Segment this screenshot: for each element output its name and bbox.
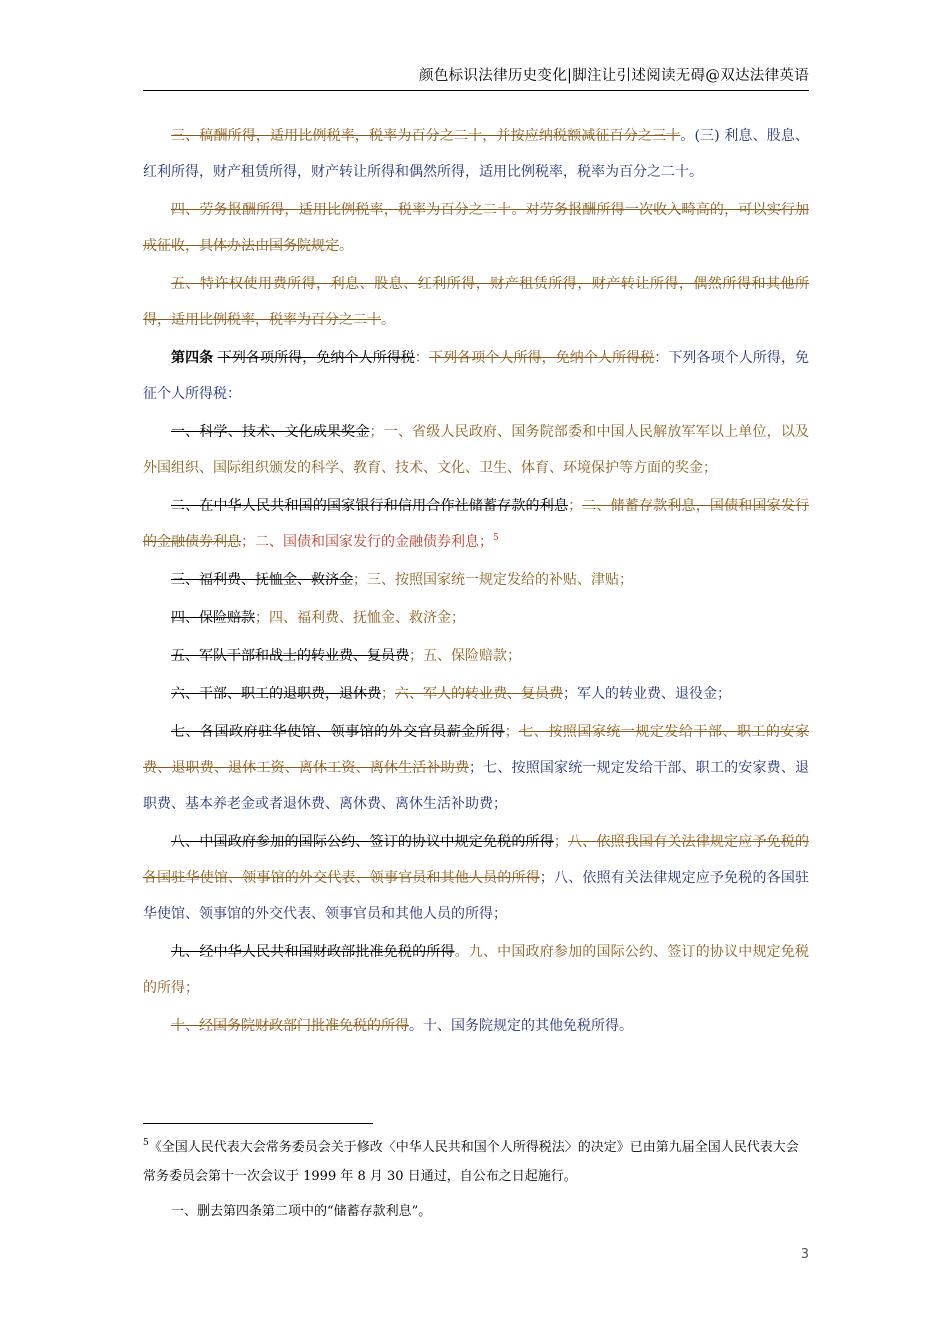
page-number: 3: [800, 1247, 809, 1262]
paragraph-item-4: 四、劳务报酬所得，适用比例税率，税率为百分之二十。对劳务报酬所得一次收入畸高的，可以实行加成征收，具体办法由国务院规定。: [143, 202, 809, 254]
exemption-item-7: 七、各国政府驻华使馆、领事馆的外交官员薪金所得；七、按照国家统一规定发给干部、职工的安家费、退职费、退休工资、离休工资、离休生活补助费；七、按照国家统一规定发给干部、职工的安家费、退职费、基本养老金或者退休费、离休费、离休生活补助费；: [143, 724, 810, 812]
header-divider: [143, 90, 809, 91]
footnote-item: 一、删去第四条第二项中的“储蓄存款利息”。: [171, 1204, 432, 1219]
footnote-text: $^5$《全国人民代表大会常务委员会关于修改〈中华人民共和国个人所得税法〉的决定》已由第九届全国人民代表大会常务委员会第十一次会议于 1999 年 8 月 30 日通过，自公布之日起施行。: [143, 1138, 799, 1184]
article-4-heading: 第四条 下列各项所得，免纳个人所得税：下列各项个人所得，免纳个人所得税：下列各项个人所得，免征个人所得税：: [143, 350, 810, 402]
exemption-item-4: 四、保险赔款；四、福利费、抚恤金、救济金；: [171, 610, 465, 626]
document-body: [143, 118, 809, 1046]
footnote-ref[interactable]: 5: [493, 533, 499, 543]
exemption-item-3: 三、福利费、抚恤金、救济金；三、按照国家统一规定发给的补贴、津贴；: [171, 572, 633, 588]
exemption-item-8: 八、中国政府参加的国际公约、签订的协议中规定免税的所得；八、依照我国有关法律规定应予免税的各国驻华使馆、领事馆的外交代表、领事官员和其他人员的所得；八、依照有关法律规定应予免税的各国驻华使馆、领事馆的外交代表、领事官员和其他人员的所得；: [143, 834, 810, 922]
exemption-item-6: 六、干部、职工的退职费，退休费；六、军人的转业费、复员费；军人的转业费、退役金；: [171, 686, 731, 702]
exemption-item-1: 一、科学、技术、文化成果奖金；一、省级人民政府、国务院部委和中国人民解放军军以上单位，以及外国组织、国际组织颁发的科学、教育、技术、文化、卫生、体育、环境保护等方面的奖金；: [143, 424, 809, 476]
paragraph-item-5: 五、特许权使用费所得，利息、股息、红利所得，财产租赁所得，财产转让所得，偶然所得和其他所得，适用比例税率，税率为百分之二十。: [143, 276, 809, 328]
page-header: 颜色标识法律历史变化|脚注让引述阅读无碍@双达法律英语: [419, 68, 809, 84]
footnote-divider: [143, 1123, 373, 1124]
footnote: [143, 1133, 809, 1226]
exemption-item-2: 二、在中华人民共和国的国家银行和信用合作社储蓄存款的利息；二、储蓄存款利息，国债和国家发行的金融债券利息；二、国债和国家发行的金融债券利息；$^5$: [143, 498, 810, 550]
exemption-item-5: 五、军队干部和战士的转业费、复员费；五、保险赔款；: [171, 648, 521, 664]
exemption-item-10: 十、经国务院财政部门批准免税的所得。十、国务院规定的其他免税所得。: [171, 1018, 633, 1034]
paragraph-item-3: 三、稿酬所得，适用比例税率，税率为百分之二十，并按应纳税额减征百分之三十。(三) 利息、股息、红利所得，财产租赁所得，财产转让所得和偶然所得，适用比例税率，税率为百分之二十。: [143, 128, 810, 180]
exemption-item-9: 九、经中华人民共和国财政部批准免税的所得。九、中国政府参加的国际公约、签订的协议中规定免税的所得；: [143, 944, 810, 996]
